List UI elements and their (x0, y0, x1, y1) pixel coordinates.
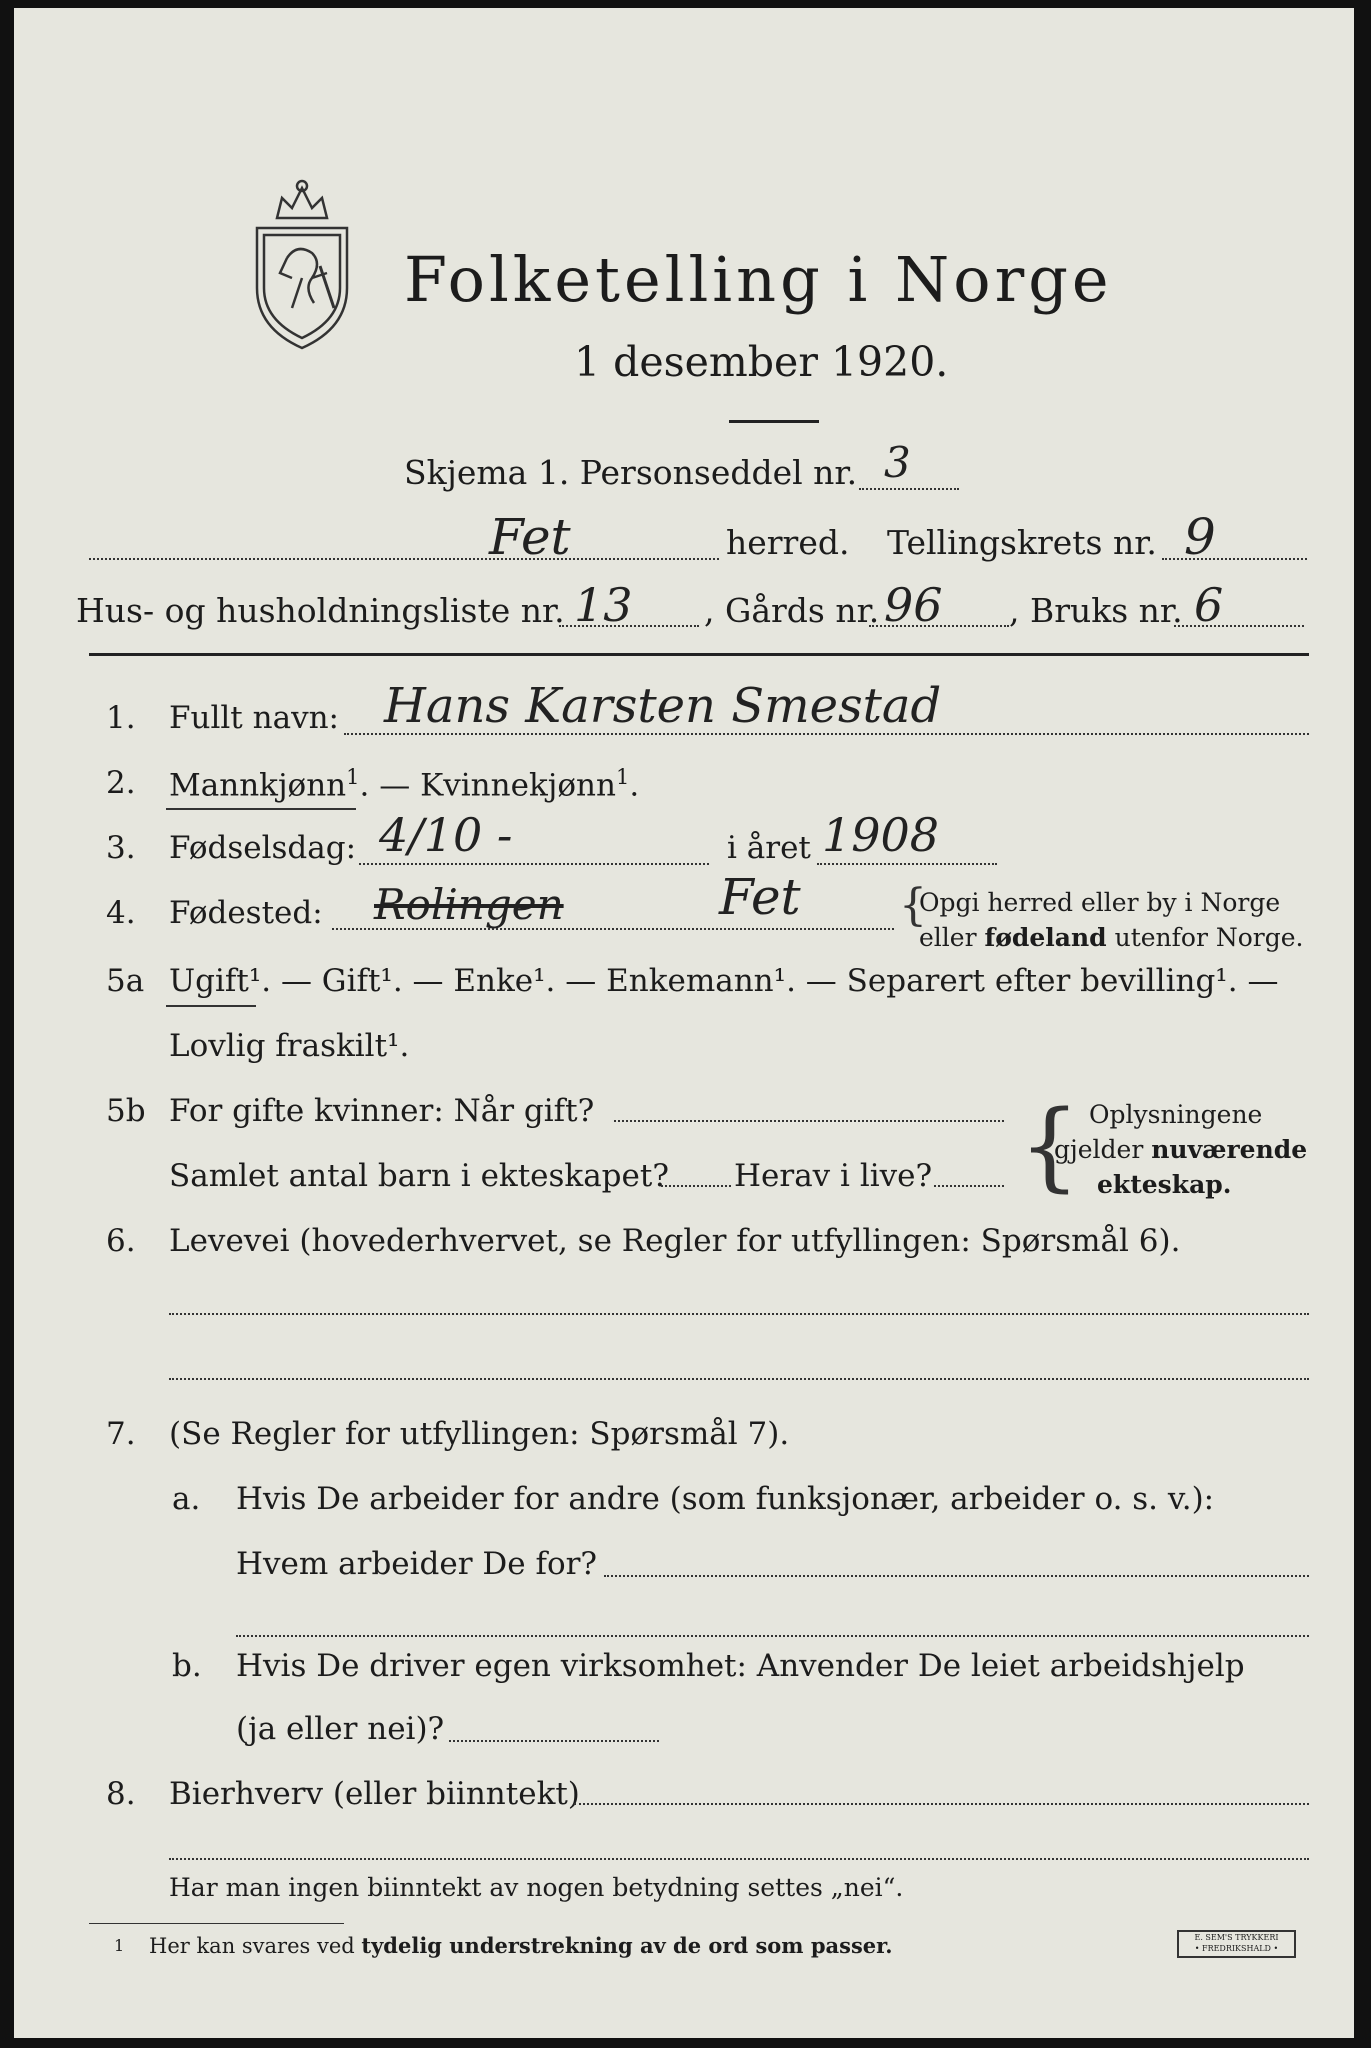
footer-note: Har man ingen biinntekt av nogen betydning settes „nei“. (169, 1873, 904, 1902)
q3-number: 3. (106, 830, 136, 866)
q3-birthday: 4/10 - (379, 808, 513, 862)
q7b-line2: (ja eller nei)? (236, 1711, 445, 1747)
q1-label: Fullt navn: (169, 700, 339, 736)
gards-label: , Gårds nr. (704, 591, 880, 630)
tellingskrets-nr: 9 (1184, 508, 1216, 566)
gards-nr: 96 (884, 578, 943, 632)
q4-note-line2: eller fødeland utenfor Norge. (919, 923, 1304, 952)
q7a-letter: a. (172, 1481, 201, 1517)
q5b-alive-line (934, 1185, 1004, 1187)
herred-label: herred. (726, 523, 850, 562)
q7a-answer-line-2 (236, 1635, 1309, 1637)
form-title: Folketelling i Norge (404, 243, 1113, 316)
q6-label: Levevei (hovederhvervet, se Regler for utfyllingen: Spørsmål 6). (169, 1223, 1181, 1259)
bruks-nr: 6 (1194, 578, 1224, 632)
bruks-label: , Bruks nr. (1009, 591, 1183, 630)
q5a-number: 5a (106, 963, 145, 999)
q2-male: Mannkjønn (169, 767, 347, 804)
q4-note-line1: Opgi herred eller by i Norge (919, 888, 1281, 917)
q5b-note2: gjelder nuværende (1054, 1135, 1308, 1164)
q8-line-2 (169, 1858, 1309, 1860)
header-rule (89, 653, 1309, 656)
q2-female: Kvinnekjønn (420, 767, 616, 804)
footnote-rule (89, 1923, 344, 1924)
q4-struck-birthplace: Rolingen (374, 880, 564, 929)
q7b-answer-line (449, 1740, 659, 1742)
q8-line-1 (574, 1803, 1309, 1805)
footnote-text: Her kan svares ved tydelig understrekning av de ord som passer. (149, 1933, 893, 1958)
husliste-label: Hus- og husholdningsliste nr. (76, 591, 565, 630)
q4-number: 4. (106, 895, 136, 931)
q8-number: 8. (106, 1776, 136, 1812)
footnote-number: 1 (114, 1936, 125, 1955)
q3-year-line (817, 863, 997, 865)
printer-stamp: E. SEM'S TRYKKERI • FREDRIKSHALD • (1177, 1930, 1296, 1958)
q4-birthplace: Fet (719, 868, 801, 926)
q6-line-1 (169, 1313, 1309, 1315)
q3-label: Fødselsdag: (169, 830, 357, 866)
q7-label: (Se Regler for utfyllingen: Spørsmål 7). (169, 1416, 790, 1452)
q2-gender-options: Mannkjønn$^1$. — Kvinnekjønn$^1$. (169, 765, 640, 804)
q5a-line2: Lovlig fraskilt¹. (169, 1028, 410, 1064)
q3-year: 1908 (822, 808, 940, 862)
q6-line-2 (169, 1378, 1309, 1380)
tellingskrets-label: Tellingskrets nr. (887, 523, 1157, 562)
q7a-answer-line (604, 1575, 1309, 1577)
personseddel-nr: 3 (884, 438, 911, 487)
q5b-children-line (661, 1185, 731, 1187)
q8-label: Bierhverv (eller biinntekt) (169, 1776, 580, 1812)
q7b-letter: b. (172, 1648, 202, 1684)
title-divider (729, 420, 819, 423)
form-date: 1 desember 1920. (574, 338, 949, 386)
skjema-label: Skjema 1. Personseddel nr. (404, 453, 858, 492)
q6-number: 6. (106, 1223, 136, 1259)
q5b-note-brace: { (1019, 1090, 1081, 1202)
q7b-line1: Hvis De driver egen virksomhet: Anvender De leiet arbeidshjelp (236, 1648, 1245, 1684)
q4-note-brace: { (899, 880, 927, 931)
q5b-when-line (614, 1120, 1004, 1122)
personseddel-line (859, 488, 959, 490)
q2-number: 2. (106, 765, 136, 801)
q5b-line1: For gifte kvinner: Når gift? (169, 1093, 595, 1129)
census-form-sheet (14, 8, 1354, 2038)
husliste-nr: 13 (574, 578, 633, 632)
q7a-line2: Hvem arbeider De for? (236, 1546, 598, 1582)
q5b-children-label: Samlet antal barn i ekteskapet? (169, 1158, 669, 1194)
q3-year-label: i året (727, 830, 811, 866)
herred-value: Fet (489, 508, 571, 566)
q1-number: 1. (106, 700, 136, 736)
q5b-note1: Oplysningene (1089, 1100, 1263, 1129)
q5a-line1: Ugift¹. — Gift¹. — Enke¹. — Enkemann¹. — Separert efter bevilling¹. — (169, 963, 1279, 999)
q2-male-underline (166, 808, 356, 810)
q5b-number: 5b (106, 1093, 146, 1129)
q5b-alive-label: Herav i live? (734, 1158, 933, 1194)
q7-number: 7. (106, 1416, 136, 1452)
q4-label: Fødested: (169, 895, 323, 931)
coat-of-arms-lion-icon (242, 178, 362, 353)
q5b-note3: ekteskap. (1097, 1170, 1232, 1199)
herred-line (89, 558, 719, 560)
q5a-ugift-underline (166, 1005, 256, 1007)
q1-full-name: Hans Karsten Smestad (384, 678, 942, 734)
q7a-line1: Hvis De arbeider for andre (som funksjonær, arbeider o. s. v.): (236, 1481, 1215, 1517)
q3-day-line (359, 863, 709, 865)
